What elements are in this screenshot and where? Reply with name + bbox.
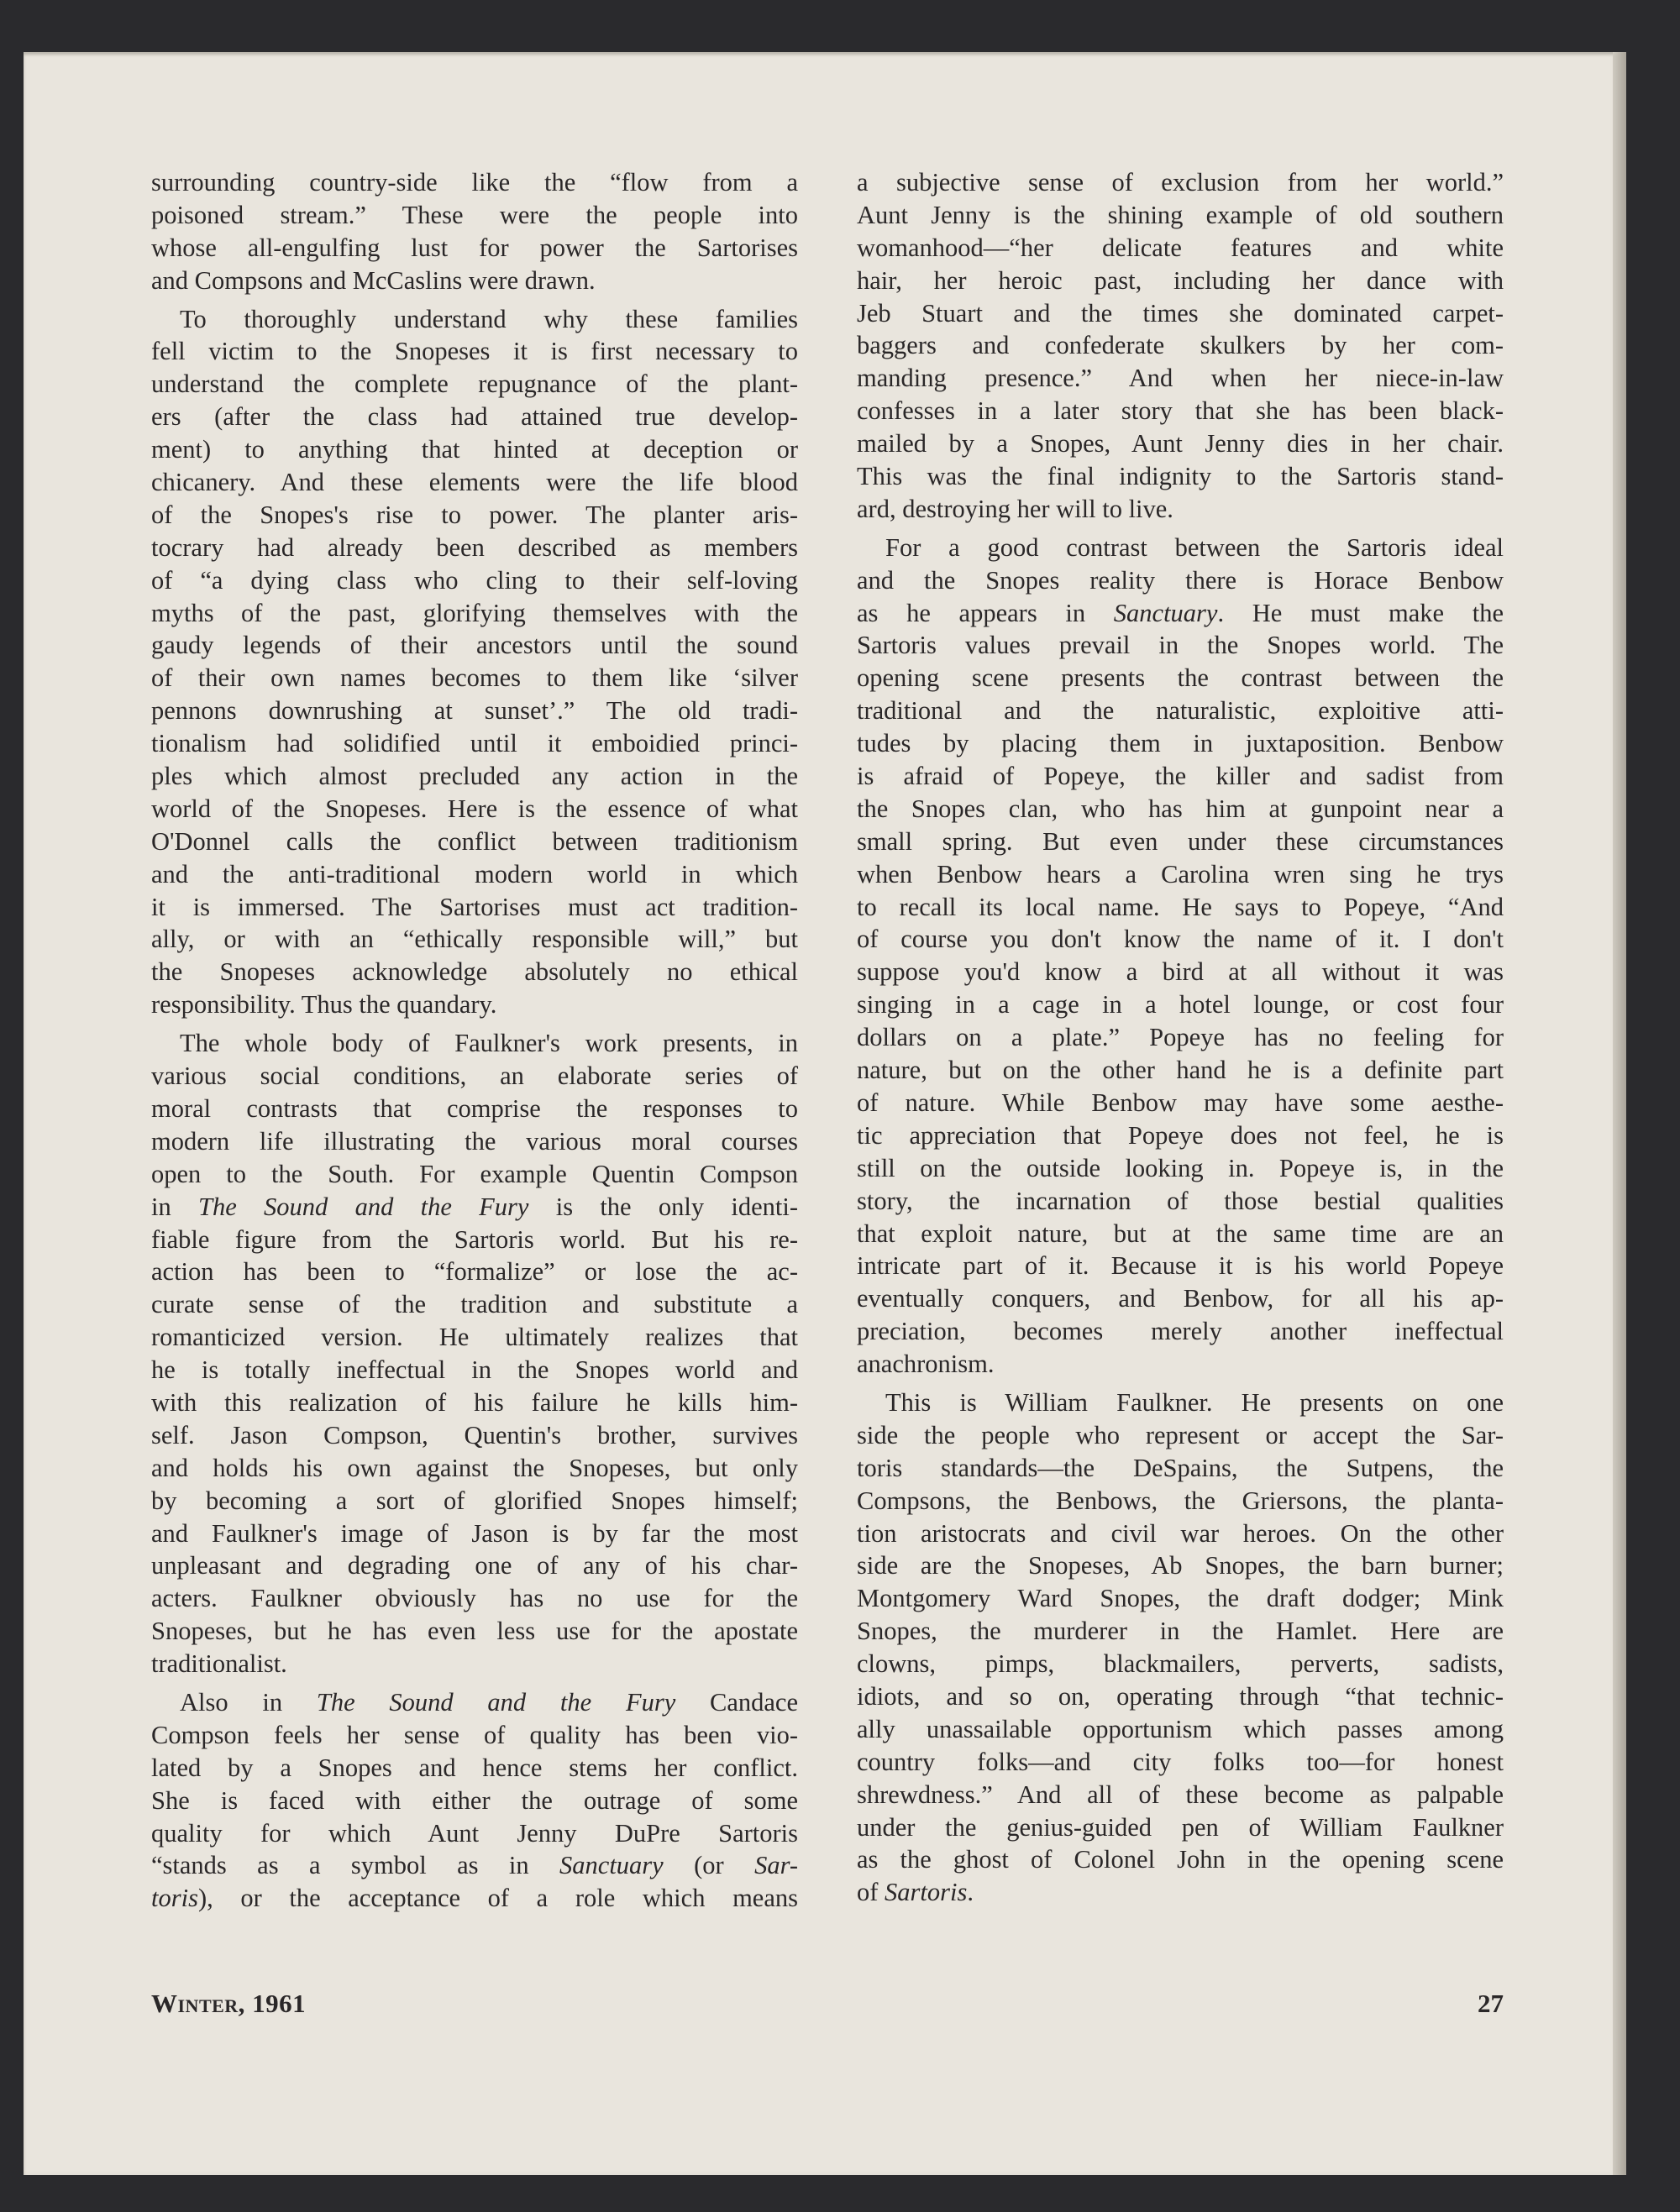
text-line: Aunt Jenny is the shining example of old southern [857,200,1504,229]
page-edge [1613,52,1626,2175]
text-segment: ), or the acceptance of a role which means [197,1884,798,1913]
text-line: fell victim to the Snopeses it is first necessary to [151,337,798,366]
document-page [24,52,1626,2175]
text-line [151,1849,798,1882]
text-line: of course you don't know the name of it. I don't [857,925,1504,954]
text-line: mailed by a Snopes, Aunt Jenny dies in her chair. [857,429,1504,459]
text-line: curate sense of the tradition and substitute a [151,1290,798,1319]
text-line: dollars on a plate.” Popeye has no feeling for [857,1023,1504,1052]
text-line: She is faced with either the outrage of some [151,1785,798,1815]
text-line: baggers and confederate skulkers by her com- [857,331,1504,360]
text-line: romanticized version. He ultimately realizes that [151,1323,798,1352]
text-line: is afraid of Popeye, the killer and sadist from [857,762,1504,791]
text-line: a subjective sense of exclusion from her world.” [857,168,1504,197]
text-line: by becoming a sort of glorified Snopes himself; [151,1486,798,1515]
text-line: side the people who represent or accept the Sar- [857,1420,1504,1449]
text-line: opening scene presents the contrast between the [857,663,1504,693]
paragraph [151,303,798,1022]
text-line: Snopeses, but he has even less use for the apostate [151,1617,798,1646]
text-line: ally unassailable opportunism which passes among [857,1714,1504,1743]
text-line: anachronism. [857,1350,995,1379]
text-line: and holds his own against the Snopeses, but only [151,1453,798,1482]
text-line [857,597,1504,630]
text-segment: “stands as a symbol as in [151,1851,560,1880]
text-line: side are the Snopeses, Ab Snopes, the barn burner; [857,1551,1504,1580]
text-line: toris standards—the DeSpains, the Sutpens, the [857,1453,1504,1482]
italic-title: toris [151,1884,198,1913]
text-line: traditionalist. [151,1649,287,1679]
text-line: he is totally ineffectual in the Snopes world and [151,1355,798,1385]
text-line: and Compsons and McCaslins were drawn. [151,265,596,295]
text-line: Snopes, the murderer in the Hamlet. Here are [857,1617,1504,1646]
text-line: various social conditions, an elaborate series of [151,1061,798,1091]
text-line: and the Snopes reality there is Horace Benbow [857,565,1504,595]
text-line: when Benbow hears a Carolina wren sing he trys [857,859,1504,888]
paragraph [857,532,1504,1381]
text-line: of “a dying class who cling to their self-loving [151,565,798,595]
italic-title: The Sound and the Fury [198,1192,529,1221]
text-segment: Candace [675,1687,798,1717]
text-line: Compsons, the Benbows, the Griersons, the planta- [857,1486,1504,1515]
text-line: open to the South. For example Quentin Compson [151,1159,798,1188]
text-segment: in [151,1192,199,1221]
text-line: ard, destroying her will to live. [857,494,1173,523]
text-segment: . He must make the [1217,598,1504,627]
text-line: intricate part of it. Because it is his world Popeye [857,1251,1504,1281]
text-line: tocrary had already been described as members [151,532,798,562]
text-line: Compson feels her sense of quality has been vio- [151,1720,798,1749]
text-line: the Snopes clan, who has him at gunpoint near a [857,794,1504,823]
text-line: with this realization of his failure he kills him- [151,1387,798,1417]
text-line: chicanery. And these elements were the life blood [151,468,798,497]
text-segment: as he appears in [857,598,1114,627]
text-line: lated by a Snopes and hence stems her conflict. [151,1753,798,1782]
text-line: tic appreciation that Popeye does not feel, he is [857,1120,1504,1150]
text-line: myths of the past, glorifying themselves with the [151,598,798,627]
paragraph [151,1027,798,1680]
text-line: ples which almost precluded any action in the [151,762,798,791]
text-line: ally, or with an “ethically responsible will,” but [151,925,798,954]
italic-title: Sartoris [885,1878,968,1907]
text-line: ment) to anything that hinted at deception or [151,435,798,464]
text-line: the Snopeses acknowledge absolutely no ethical [151,957,798,987]
text-line: still on the outside looking in. Popeye is, in the [857,1153,1504,1182]
italic-title: Sanctuary [1113,598,1218,627]
text-line: nature, but on the other hand he is a definite part [857,1056,1504,1085]
text-segment: is the only identi- [528,1192,798,1221]
text-line: The whole body of Faulkner's work presents, in [180,1029,798,1058]
text-line: and the anti-traditional modern world in which [151,859,798,888]
text-line: traditional and the naturalistic, exploitive atti- [857,696,1504,726]
text-line: Jeb Stuart and the times she dominated carpet- [857,298,1504,328]
text-line: and Faulkner's image of Jason is by far the most [151,1518,798,1548]
text-line: To thoroughly understand why these families [180,304,798,333]
text-line: hair, her heroic past, including her dance with [857,265,1504,295]
text-line: Montgomery Ward Snopes, the draft dodger; Mink [857,1584,1504,1613]
text-line: confesses in a later story that she has been black- [857,396,1504,426]
text-line: responsibility. Thus the quandary. [151,990,497,1020]
right-column [857,166,1504,1915]
page-number: 27 [1478,1989,1504,2018]
paragraph [857,1386,1504,1909]
text-line: story, the incarnation of those bestial qualities [857,1186,1504,1215]
text-line [151,1191,798,1224]
text-line: modern life illustrating the various moral courses [151,1126,798,1156]
text-segment: . [967,1878,974,1907]
text-line: preciation, becomes merely another ineffectual [857,1317,1504,1346]
text-line: to recall its local name. He says to Popeye, “And [857,892,1504,921]
text-line: fiable figure from the Sartoris world. But his re- [151,1224,798,1254]
text-line: Sartoris values prevail in the Snopes world. The [857,631,1504,660]
text-line: poisoned stream.” These were the people into [151,200,798,229]
text-line: womanhood—“her delicate features and white [857,233,1504,262]
text-line: manding presence.” And when her niece-in-law [857,364,1504,393]
text-segment: of [857,1878,885,1907]
text-line [857,1876,1504,1909]
italic-title: Sanctuary [559,1851,664,1880]
text-line: surrounding country-side like the “flow from a [151,168,798,197]
text-line: it is immersed. The Sartorises must act tradition- [151,892,798,921]
text-line: acters. Faulkner obviously has no use for the [151,1584,798,1613]
text-line: eventually conquers, and Benbow, for all his ap- [857,1284,1504,1313]
paragraph [151,166,798,297]
text-line: self. Jason Compson, Quentin's brother, survives [151,1420,798,1449]
text-segment: (or [663,1851,755,1880]
text-line: suppose you'd know a bird at all without it was [857,957,1504,987]
text-line: O'Donnel calls the conflict between traditionism [151,826,798,856]
text-line: under the genius-guided pen of William Faulkner [857,1812,1504,1842]
italic-title: Sar- [754,1851,798,1880]
text-line: ers (after the class had attained true develop- [151,402,798,432]
left-column [151,166,798,1921]
text-line: clowns, pimps, blackmailers, perverts, sadists, [857,1649,1504,1679]
text-line: of their own names becomes to them like ‘silver [151,663,798,693]
text-line: idiots, and so on, operating through “that technic- [857,1681,1504,1711]
paragraph [857,166,1504,526]
text-line: tudes by placing them in juxtaposition. Benbow [857,729,1504,758]
text-line: This is William Faulkner. He presents on one [885,1387,1504,1417]
text-line: tionalism had solidified until it emboidied princi- [151,729,798,758]
text-line: For a good contrast between the Sartoris ideal [885,532,1504,562]
text-line: world of the Snopeses. Here is the essence of what [151,794,798,823]
text-line: gaudy legends of their ancestors until the sound [151,631,798,660]
text-line: shrewdness.” And all of these become as palpable [857,1780,1504,1809]
italic-title: The Sound and the Fury [316,1687,676,1717]
issue-date: Winter, 1961 [151,1989,307,2018]
text-segment: Also in [180,1687,317,1717]
text-line: This was the final indignity to the Sartoris stand- [857,462,1504,491]
text-line [151,1686,798,1719]
text-line: understand the complete repugnance of the plant- [151,370,798,399]
text-line: singing in a cage in a hotel lounge, or cost four [857,990,1504,1020]
text-line: of the Snopes's rise to power. The planter aris- [151,500,798,529]
paragraph [151,1686,798,1915]
text-line: whose all-engulfing lust for power the Sartorises [151,233,798,262]
text-line: small spring. But even under these circumstances [857,826,1504,856]
text-line: quality for which Aunt Jenny DuPre Sartoris [151,1818,798,1848]
text-line: as the ghost of Colonel John in the opening scene [857,1845,1504,1874]
text-line: pennons downrushing at sunset’.” The old tradi- [151,696,798,726]
text-line: moral contrasts that comprise the responses to [151,1093,798,1123]
text-line: action has been to “formalize” or lose the ac- [151,1257,798,1287]
text-line [151,1882,798,1915]
text-line: that exploit nature, but at the same time are an [857,1219,1504,1248]
text-line: country folks—and city folks too—for honest [857,1747,1504,1776]
text-line: of nature. While Benbow may have some aesthe- [857,1088,1504,1117]
text-line: unpleasant and degrading one of any of his char- [151,1551,798,1580]
text-line: tion aristocrats and civil war heroes. On the other [857,1518,1504,1548]
